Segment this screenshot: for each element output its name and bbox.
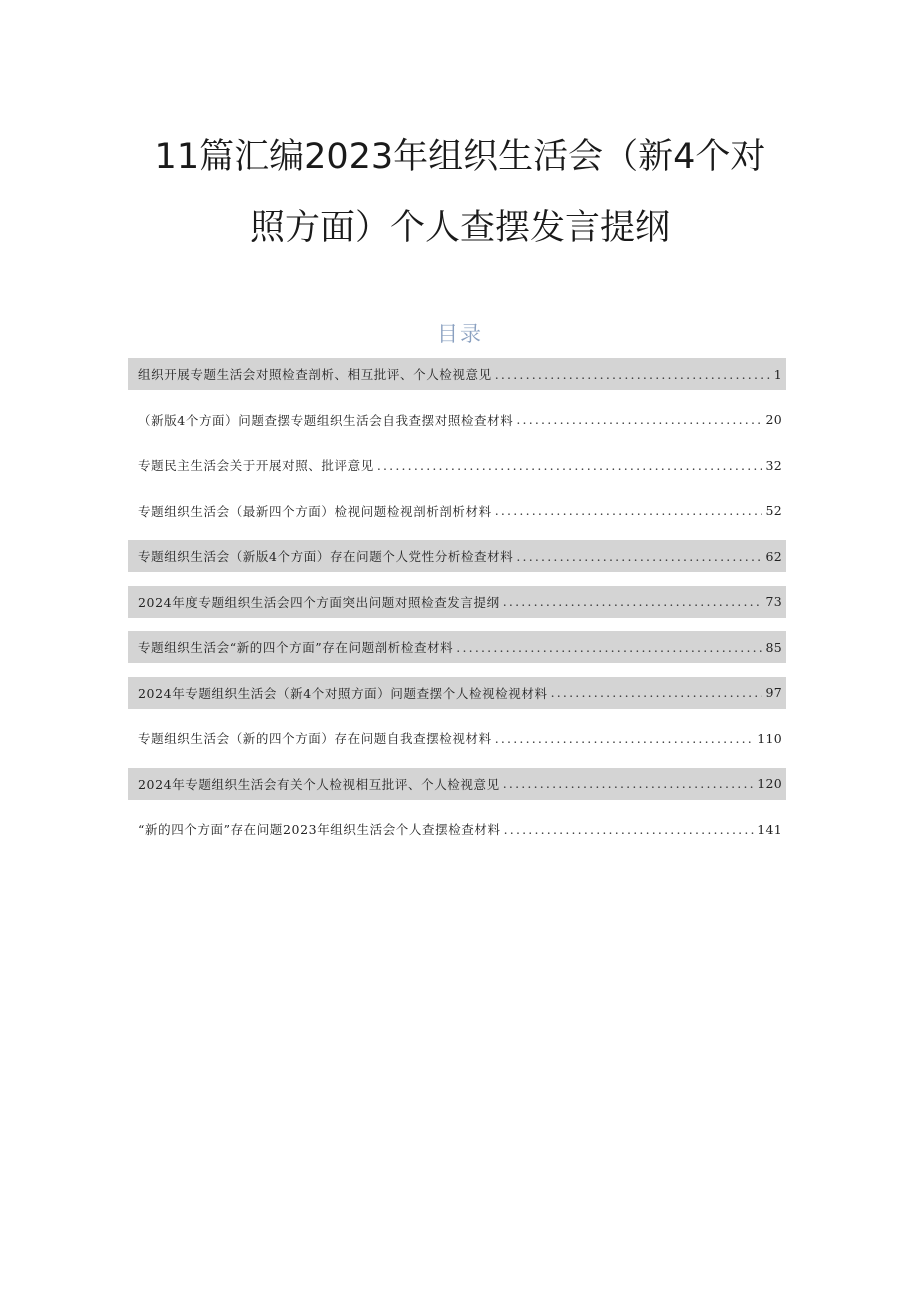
toc-entry-10[interactable] bbox=[128, 768, 786, 800]
toc-entry-6[interactable] bbox=[128, 586, 786, 618]
toc-dot-leader bbox=[503, 776, 755, 791]
toc-entry-page: 52 bbox=[765, 503, 782, 518]
toc-entry-8[interactable] bbox=[128, 677, 786, 709]
toc-entry-label: （新版4个方面）问题查摆专题组织生活会自我查摆对照检查材料 bbox=[138, 412, 514, 428]
toc-entry-1[interactable] bbox=[128, 358, 786, 390]
toc-dot-leader bbox=[495, 367, 771, 382]
toc-entry-7[interactable] bbox=[128, 631, 786, 663]
toc-entry-page: 32 bbox=[765, 457, 782, 473]
toc-dot-leader bbox=[516, 412, 762, 427]
toc-entry-page: 110 bbox=[757, 730, 782, 746]
toc-entry-page: 73 bbox=[765, 594, 782, 609]
toc-dot-leader bbox=[495, 503, 763, 518]
toc-entry-label: 2024年专题组织生活会有关个人检视相互批评、个人检视意见 bbox=[138, 776, 500, 792]
document-title-line-2: 照方面）个人查摆发言提纲 bbox=[249, 208, 670, 248]
toc-dot-leader bbox=[495, 731, 755, 746]
document-title-line-1: 11篇汇编2023年组织生活会（新4个对 bbox=[154, 137, 766, 177]
toc-entry-label: 专题民主生活会关于开展对照、批评意见 bbox=[138, 458, 374, 473]
toc-entry-page: 85 bbox=[765, 639, 782, 655]
toc-entry-page: 141 bbox=[757, 821, 782, 837]
toc-entry-label: 专题组织生活会“新的四个方面”存在问题剖析检查材料 bbox=[138, 640, 454, 655]
toc-entry-9[interactable] bbox=[128, 722, 786, 754]
toc-dot-leader bbox=[504, 822, 755, 837]
toc-entry-label: 专题组织生活会（新的四个方面）存在问题自我查摆检视材料 bbox=[138, 731, 492, 746]
toc-dot-leader bbox=[377, 458, 763, 473]
toc-entry-label: 2024年专题组织生活会（新4个对照方面）问题查摆个人检视检视材料 bbox=[138, 685, 548, 701]
toc-entry-label: 组织开展专题生活会对照检查剖析、相互批评、个人检视意见 bbox=[138, 367, 492, 382]
toc-entry-page: 120 bbox=[757, 776, 782, 791]
toc-entry-page: 20 bbox=[765, 412, 782, 427]
toc-entry-2[interactable] bbox=[128, 404, 786, 436]
toc-dot-leader bbox=[516, 549, 762, 564]
toc-entry-label: “新的四个方面”存在问题2023年组织生活会个人查摆检查材料 bbox=[138, 822, 501, 837]
toc-dot-leader bbox=[551, 685, 763, 700]
toc-entry-page: 62 bbox=[765, 548, 782, 564]
toc-dot-leader bbox=[456, 640, 762, 655]
toc-entry-4[interactable] bbox=[128, 495, 786, 527]
toc-heading: 目录 bbox=[437, 322, 483, 346]
toc-entry-page: 1 bbox=[773, 366, 782, 382]
toc-entry-label: 专题组织生活会（新版4个方面）存在问题个人党性分析检查材料 bbox=[138, 549, 514, 564]
toc-entry-5[interactable] bbox=[128, 540, 786, 572]
toc-entry-3[interactable] bbox=[128, 449, 786, 481]
table-of-contents bbox=[128, 358, 786, 859]
toc-dot-leader bbox=[503, 594, 763, 609]
toc-entry-page: 97 bbox=[765, 685, 782, 700]
toc-entry-label: 2024年度专题组织生活会四个方面突出问题对照检查发言提纲 bbox=[138, 594, 500, 610]
toc-entry-11[interactable] bbox=[128, 813, 786, 845]
toc-entry-label: 专题组织生活会（最新四个方面）检视问题检视剖析剖析材料 bbox=[138, 503, 492, 519]
